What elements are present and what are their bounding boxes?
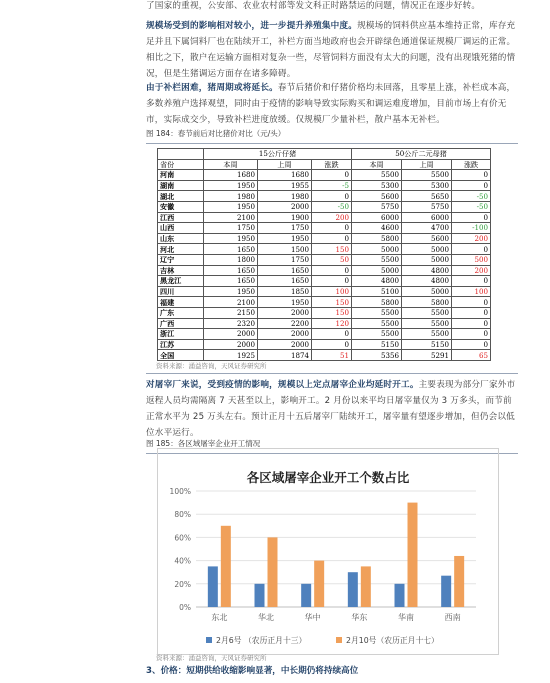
sow-change-cell: 0 bbox=[452, 276, 491, 287]
paragraph-body: 主要表现为部分厂家外市返程人员均需隔离 7 天甚至以上，影响开工。2 月份以来平均日屠宰量仅为 3 万多头，而节前正常水平为 25 万头左右。预计正月十五后屠宰厂陆续开工，屠宰量有望逐步增加，但仍会以低位水平运行。 bbox=[146, 380, 516, 438]
table-row bbox=[158, 191, 491, 202]
table-row bbox=[158, 297, 491, 308]
piglet-last-week-cell: 1750 bbox=[258, 254, 312, 265]
piglet-last-week-cell: 1680 bbox=[258, 170, 312, 181]
bar-feb6 bbox=[255, 584, 265, 607]
piglet-this-week-cell: 1800 bbox=[204, 254, 258, 265]
piglet-this-week-cell: 2150 bbox=[204, 307, 258, 318]
province-cell: 福建 bbox=[158, 297, 204, 308]
province-cell: 吉林 bbox=[158, 265, 204, 276]
piglet-last-week-cell: 2200 bbox=[258, 318, 312, 329]
sow-change-cell: 0 bbox=[452, 329, 491, 340]
province-cell: 湖南 bbox=[158, 180, 204, 191]
piglet-change-cell: 51 bbox=[312, 350, 352, 361]
table-row bbox=[158, 180, 491, 191]
piglet-last-week-cell: 1950 bbox=[258, 297, 312, 308]
paragraph-lead: 对屠宰厂来说，受到疫情的影响，规模以上定点屠宰企业均延时开工。 bbox=[146, 380, 419, 390]
sow-change-cell: 0 bbox=[452, 244, 491, 255]
top-paragraph-tail: 了国家的重视，公安部、农业农村部等发文科正时路禁运的问题，情况正在逐步好转。 bbox=[146, 1, 481, 11]
sow-last-week-cell: 5600 bbox=[402, 233, 452, 244]
col-this-week: 本周 bbox=[352, 159, 402, 170]
province-cell: 安徽 bbox=[158, 201, 204, 212]
province-cell: 广西 bbox=[158, 318, 204, 329]
bar-feb6 bbox=[348, 572, 358, 607]
piglet-change-cell: 100 bbox=[312, 286, 352, 297]
table-row bbox=[158, 307, 491, 318]
bar-feb10 bbox=[454, 556, 464, 607]
piglet-this-week-cell: 2100 bbox=[204, 297, 258, 308]
sow-last-week-cell: 5650 bbox=[402, 191, 452, 202]
sow-this-week-cell: 5500 bbox=[352, 170, 402, 181]
table-row bbox=[158, 329, 491, 340]
sow-last-week-cell: 6000 bbox=[402, 212, 452, 223]
col-last-week: 上周 bbox=[258, 159, 312, 170]
sow-change-cell: 0 bbox=[452, 318, 491, 329]
sow-this-week-cell: 5500 bbox=[352, 318, 402, 329]
table-group-header bbox=[158, 149, 491, 160]
sow-last-week-cell: 5500 bbox=[402, 170, 452, 181]
province-cell: 江西 bbox=[158, 212, 204, 223]
paragraph-body: 春节后猪价和仔猪价格均未回落，且零星上涨，补栏成本高，多数养殖户选择观望，同时由于疫情的影响导致实际购买和调运难度增加，目前市场上有价无市，实际成交少，导致补栏进度放缓。仅规模厂少量补栏，散户基本无补栏。 bbox=[146, 83, 516, 125]
legend-label: 2月10号（农历正月十七） bbox=[346, 636, 439, 645]
province-cell: 黑龙江 bbox=[158, 276, 204, 287]
sow-this-week-cell: 5600 bbox=[352, 191, 402, 202]
table-row bbox=[158, 265, 491, 276]
col-this-week: 本周 bbox=[204, 159, 258, 170]
legend-swatch bbox=[206, 637, 212, 643]
chart-title: 各区域屠宰企业开工个数占比 bbox=[246, 470, 410, 485]
sow-last-week-cell: 5750 bbox=[402, 201, 452, 212]
piglet-last-week-cell: 1955 bbox=[258, 180, 312, 191]
piglet-this-week-cell: 1950 bbox=[204, 180, 258, 191]
province-cell: 浙江 bbox=[158, 329, 204, 340]
table-column-header bbox=[158, 159, 491, 170]
bar-feb6 bbox=[441, 576, 451, 607]
piglet-change-cell: 0 bbox=[312, 191, 352, 202]
section-heading-price: 3、价格：短期供给收缩影响显著，中长期仍将持续高位 bbox=[146, 666, 359, 676]
table-body bbox=[158, 170, 491, 361]
bar-feb10 bbox=[221, 526, 231, 607]
sow-last-week-cell: 5300 bbox=[402, 180, 452, 191]
group-sow: 50公斤二元母猪 bbox=[352, 149, 491, 160]
group-piglet: 15公斤仔猪 bbox=[204, 149, 352, 160]
bar-feb10 bbox=[361, 566, 371, 607]
paragraph-lead: 由于补栏困难，猪周期或将延长。 bbox=[146, 83, 278, 93]
sow-last-week-cell: 4800 bbox=[402, 276, 452, 287]
table-row bbox=[158, 223, 491, 234]
x-tick-label: 华东 bbox=[351, 613, 368, 622]
sow-last-week-cell: 5500 bbox=[402, 307, 452, 318]
piglet-last-week-cell: 2000 bbox=[258, 339, 312, 350]
col-province: 省份 bbox=[158, 159, 204, 170]
figure-185-title: 图 185：各区域屠宰企业开工情况 bbox=[146, 438, 518, 454]
sow-this-week-cell: 6000 bbox=[352, 212, 402, 223]
province-cell: 山东 bbox=[158, 233, 204, 244]
bar-feb6 bbox=[208, 566, 218, 607]
piglet-last-week-cell: 1750 bbox=[258, 223, 312, 234]
sow-change-cell: 100 bbox=[452, 286, 491, 297]
piglet-last-week-cell: 1500 bbox=[258, 244, 312, 255]
x-tick-label: 华南 bbox=[398, 613, 414, 622]
piglet-change-cell: 150 bbox=[312, 307, 352, 318]
sow-change-cell: 500 bbox=[452, 254, 491, 265]
sow-change-cell: 0 bbox=[452, 339, 491, 350]
piglet-this-week-cell: 1650 bbox=[204, 244, 258, 255]
sow-change-cell: -100 bbox=[452, 223, 491, 234]
paragraph-body: 规模场的饲料供应基本维持正常，库存充足并且下属饲料厂也在陆续开工，补栏方面当地政府也会开辟绿色通道保证规模厂调运的正常。相比之下，散户在运输方面相对复杂一些，尽管饲料方面没有太大的问题，没有出现饿死猪的情况，但是生猪调运方面存在诸多障碍。 bbox=[146, 21, 516, 79]
province-cell: 河北 bbox=[158, 244, 204, 255]
legend-label: 2月6号 （农历正月十三） bbox=[216, 636, 307, 645]
piglet-change-cell: 120 bbox=[312, 318, 352, 329]
province-cell: 广东 bbox=[158, 307, 204, 318]
bar-feb10 bbox=[408, 503, 418, 607]
sow-change-cell: -50 bbox=[452, 191, 491, 202]
table-row bbox=[158, 339, 491, 350]
province-cell: 江苏 bbox=[158, 339, 204, 350]
piglet-change-cell: 150 bbox=[312, 297, 352, 308]
table-row bbox=[158, 254, 491, 265]
piglet-last-week-cell: 1980 bbox=[258, 191, 312, 202]
piglet-change-cell: 0 bbox=[312, 276, 352, 287]
sow-this-week-cell: 4800 bbox=[352, 276, 402, 287]
province-cell: 河南 bbox=[158, 170, 204, 181]
piglet-last-week-cell: 1900 bbox=[258, 212, 312, 223]
piglet-this-week-cell: 1650 bbox=[204, 276, 258, 287]
y-tick-label: 0% bbox=[179, 603, 191, 612]
sow-this-week-cell: 5000 bbox=[352, 265, 402, 276]
province-cell: 山西 bbox=[158, 223, 204, 234]
sow-change-cell: 0 bbox=[452, 170, 491, 181]
piglet-change-cell: 0 bbox=[312, 265, 352, 276]
piglet-this-week-cell: 1950 bbox=[204, 286, 258, 297]
sow-change-cell: 200 bbox=[452, 233, 491, 244]
province-cell: 全国 bbox=[158, 350, 204, 361]
piglet-change-cell: 150 bbox=[312, 244, 352, 255]
piglet-this-week-cell: 2320 bbox=[204, 318, 258, 329]
sow-last-week-cell: 5000 bbox=[402, 254, 452, 265]
piglet-change-cell: 0 bbox=[312, 170, 352, 181]
col-change: 涨跌 bbox=[312, 159, 352, 170]
sow-change-cell: 65 bbox=[452, 350, 491, 361]
table-row bbox=[158, 233, 491, 244]
paragraph-restocking bbox=[146, 80, 518, 128]
x-tick-label: 华中 bbox=[304, 613, 321, 622]
piglet-last-week-cell: 1650 bbox=[258, 265, 312, 276]
sow-last-week-cell: 4700 bbox=[402, 223, 452, 234]
piglet-last-week-cell: 2000 bbox=[258, 329, 312, 340]
sow-this-week-cell: 4600 bbox=[352, 223, 402, 234]
piglet-last-week-cell: 1874 bbox=[258, 350, 312, 361]
col-last-week: 上周 bbox=[402, 159, 452, 170]
sow-last-week-cell: 5800 bbox=[402, 297, 452, 308]
piglet-change-cell: 200 bbox=[312, 212, 352, 223]
sow-this-week-cell: 5300 bbox=[352, 180, 402, 191]
y-tick-label: 100% bbox=[169, 487, 191, 496]
piglet-this-week-cell: 2100 bbox=[204, 212, 258, 223]
sow-last-week-cell: 5500 bbox=[402, 329, 452, 340]
piglet-change-cell: -5 bbox=[312, 180, 352, 191]
bar-feb10 bbox=[268, 537, 278, 607]
piglet-change-cell: 0 bbox=[312, 223, 352, 234]
province-cell: 四川 bbox=[158, 286, 204, 297]
piglet-change-cell: -50 bbox=[312, 201, 352, 212]
figure-184-source: 资料来源：涌益咨询，天风证券研究所 bbox=[156, 362, 267, 370]
x-tick-label: 华北 bbox=[258, 613, 274, 622]
piglet-last-week-cell: 1950 bbox=[258, 233, 312, 244]
sow-change-cell: 200 bbox=[452, 265, 491, 276]
sow-last-week-cell: 5150 bbox=[402, 339, 452, 350]
piglet-change-cell: 0 bbox=[312, 233, 352, 244]
sow-change-cell: 0 bbox=[452, 307, 491, 318]
sow-change-cell: 0 bbox=[452, 297, 491, 308]
piglet-last-week-cell: 1650 bbox=[258, 276, 312, 287]
piglet-this-week-cell: 1680 bbox=[204, 170, 258, 181]
sow-this-week-cell: 5000 bbox=[352, 244, 402, 255]
figure-184-title: 图 184：春节前后对比猪价对比（元/头） bbox=[146, 128, 518, 144]
table-row bbox=[158, 201, 491, 212]
paragraph-lead: 规模场受到的影响相对较小，进一步提升养殖集中度。 bbox=[146, 21, 358, 31]
slaughter-chart bbox=[157, 448, 499, 655]
table-row bbox=[158, 170, 491, 181]
piglet-this-week-cell: 1750 bbox=[204, 223, 258, 234]
sow-this-week-cell: 5500 bbox=[352, 329, 402, 340]
sow-last-week-cell: 5000 bbox=[402, 286, 452, 297]
piglet-change-cell: 0 bbox=[312, 329, 352, 340]
piglet-this-week-cell: 1925 bbox=[204, 350, 258, 361]
piglet-this-week-cell: 2000 bbox=[204, 339, 258, 350]
piglet-last-week-cell: 1850 bbox=[258, 286, 312, 297]
table-row bbox=[158, 244, 491, 255]
sow-change-cell: -50 bbox=[452, 201, 491, 212]
piglet-this-week-cell: 1980 bbox=[204, 191, 258, 202]
sow-last-week-cell: 5000 bbox=[402, 244, 452, 255]
paragraph-slaughter bbox=[146, 377, 518, 441]
province-cell: 辽宁 bbox=[158, 254, 204, 265]
figure-185-source: 资料来源：涌益咨询，天风证券研究所 bbox=[156, 654, 267, 662]
table-row bbox=[158, 350, 491, 361]
col-change: 涨跌 bbox=[452, 159, 491, 170]
y-tick-label: 60% bbox=[174, 533, 191, 543]
piglet-this-week-cell: 1950 bbox=[204, 233, 258, 244]
bar-feb6 bbox=[395, 584, 405, 607]
piglet-this-week-cell: 2000 bbox=[204, 329, 258, 340]
piglet-last-week-cell: 2000 bbox=[258, 307, 312, 318]
legend-swatch bbox=[336, 637, 342, 643]
sow-last-week-cell: 5291 bbox=[402, 350, 452, 361]
sow-last-week-cell: 4800 bbox=[402, 265, 452, 276]
x-tick-label: 东北 bbox=[211, 613, 228, 622]
sow-this-week-cell: 5356 bbox=[352, 350, 402, 361]
y-tick-label: 20% bbox=[174, 579, 191, 589]
sow-this-week-cell: 5500 bbox=[352, 307, 402, 318]
piglet-change-cell: 50 bbox=[312, 254, 352, 265]
sow-this-week-cell: 5500 bbox=[352, 254, 402, 265]
divider bbox=[146, 373, 518, 374]
sow-this-week-cell: 5150 bbox=[352, 339, 402, 350]
table-row bbox=[158, 212, 491, 223]
bar-feb10 bbox=[314, 561, 324, 607]
x-tick-label: 西南 bbox=[444, 613, 461, 622]
sow-this-week-cell: 5800 bbox=[352, 233, 402, 244]
piglet-change-cell: 0 bbox=[312, 339, 352, 350]
table-row bbox=[158, 318, 491, 329]
bar-feb6 bbox=[301, 584, 311, 607]
sow-last-week-cell: 5500 bbox=[402, 318, 452, 329]
sow-this-week-cell: 5100 bbox=[352, 286, 402, 297]
y-tick-label: 80% bbox=[174, 510, 191, 520]
piglet-this-week-cell: 1950 bbox=[204, 201, 258, 212]
sow-change-cell: 0 bbox=[452, 212, 491, 223]
table-row bbox=[158, 286, 491, 297]
piglet-last-week-cell: 2000 bbox=[258, 201, 312, 212]
table-row bbox=[158, 276, 491, 287]
sow-change-cell: 0 bbox=[452, 180, 491, 191]
piglet-this-week-cell: 1650 bbox=[204, 265, 258, 276]
sow-this-week-cell: 5750 bbox=[352, 201, 402, 212]
paragraph-scale-farms bbox=[146, 18, 518, 82]
sow-this-week-cell: 5800 bbox=[352, 297, 402, 308]
province-cell: 湖北 bbox=[158, 191, 204, 202]
pig-price-table bbox=[157, 148, 491, 361]
y-tick-label: 40% bbox=[174, 556, 191, 566]
